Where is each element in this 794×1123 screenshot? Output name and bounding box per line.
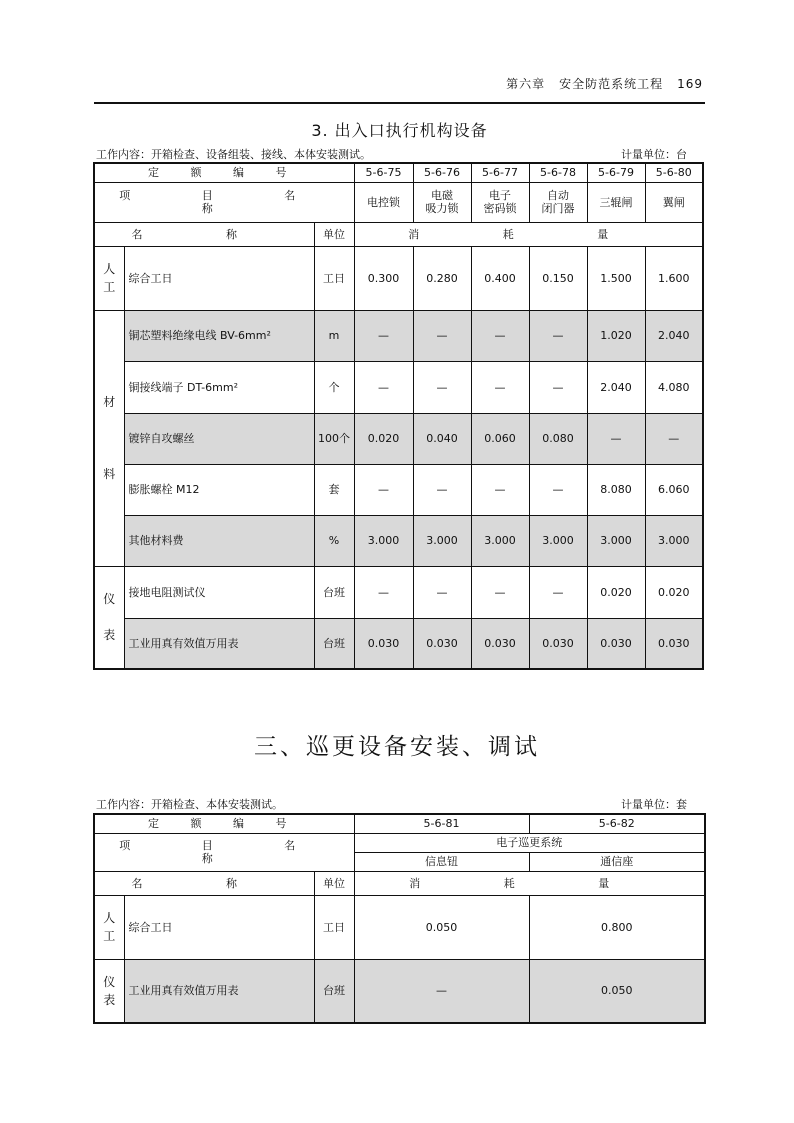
chapter-title: 安全防范系统工程 — [559, 77, 664, 91]
row-value: 2.040 — [587, 361, 645, 413]
row-value: — — [354, 310, 413, 361]
item-name: 通信座 — [529, 852, 705, 871]
quota-code: 5-6-79 — [587, 163, 645, 182]
section1-title: 3. 出入口执行机构设备 — [311, 121, 488, 140]
table-row — [94, 566, 703, 618]
item-group-row — [94, 833, 705, 852]
row-name: 铜接线端子 DT-6mm² — [124, 361, 314, 413]
item-name: 电子 密码锁 — [471, 182, 529, 222]
row-value: — — [354, 566, 413, 618]
row-value: 1.020 — [587, 310, 645, 361]
category-labor: 人 工 — [94, 246, 124, 310]
row-unit: 台班 — [314, 566, 354, 618]
item-name-label: 项 目 名 称 — [94, 182, 354, 222]
row-name: 接地电阻测试仪 — [124, 566, 314, 618]
column-header-row — [94, 222, 703, 246]
row-value: 0.020 — [587, 566, 645, 618]
quota-code: 5-6-81 — [354, 814, 529, 833]
table-row — [94, 895, 705, 959]
row-value: 3.000 — [413, 515, 471, 566]
row-value: 1.600 — [645, 246, 703, 310]
row-name: 膨胀螺栓 M12 — [124, 464, 314, 515]
item-name: 三辊闸 — [587, 182, 645, 222]
row-value: — — [529, 464, 587, 515]
quota-code: 5-6-75 — [354, 163, 413, 182]
row-value: 0.050 — [529, 959, 705, 1023]
section2-meta — [94, 796, 705, 812]
row-unit: 个 — [314, 361, 354, 413]
table-row — [94, 464, 703, 515]
quota-code-row — [94, 163, 703, 182]
row-value: — — [471, 464, 529, 515]
row-value: 0.400 — [471, 246, 529, 310]
row-value: — — [354, 959, 529, 1023]
row-unit: 工日 — [314, 895, 354, 959]
row-value: — — [354, 464, 413, 515]
row-value: 0.280 — [413, 246, 471, 310]
item-name: 电磁 吸力锁 — [413, 182, 471, 222]
row-value: 6.060 — [645, 464, 703, 515]
quota-code-label: 定 额 编 号 — [94, 163, 354, 182]
quota-code: 5-6-76 — [413, 163, 471, 182]
item-name: 自动 闭门器 — [529, 182, 587, 222]
row-unit: % — [314, 515, 354, 566]
quota-code: 5-6-78 — [529, 163, 587, 182]
row-name: 铜芯塑料绝缘电线 BV-6mm² — [124, 310, 314, 361]
row-name: 综合工日 — [124, 246, 314, 310]
row-value: — — [529, 361, 587, 413]
row-value: 0.030 — [529, 618, 587, 669]
row-unit: 工日 — [314, 246, 354, 310]
row-value: 0.150 — [529, 246, 587, 310]
item-name: 翼闸 — [645, 182, 703, 222]
row-value: — — [413, 464, 471, 515]
quota-code: 5-6-82 — [529, 814, 705, 833]
row-value: 0.030 — [413, 618, 471, 669]
quota-code-row — [94, 814, 705, 833]
quota-code-label: 定 额 编 号 — [94, 814, 354, 833]
row-value: 3.000 — [471, 515, 529, 566]
column-header-row — [94, 871, 705, 895]
row-value: 3.000 — [354, 515, 413, 566]
row-value: — — [529, 566, 587, 618]
quota-code: 5-6-80 — [645, 163, 703, 182]
consumption-header: 消 耗 量 — [354, 871, 705, 895]
row-value: 0.800 — [529, 895, 705, 959]
row-name: 其他材料费 — [124, 515, 314, 566]
row-unit: 台班 — [314, 959, 354, 1023]
section2-work-content: 工作内容：开箱检查、本体安装测试。 — [96, 798, 283, 811]
unit-header: 单位 — [314, 871, 354, 895]
row-value: 0.060 — [471, 413, 529, 464]
table-row — [94, 618, 703, 669]
chapter-label: 第六章 — [506, 77, 546, 91]
category-instrument: 仪 表 — [94, 959, 124, 1023]
row-value: 3.000 — [587, 515, 645, 566]
row-value: — — [413, 566, 471, 618]
quota-table-2 — [93, 813, 706, 1024]
unit-header: 单位 — [314, 222, 354, 246]
page-header — [94, 72, 705, 104]
row-value: 0.050 — [354, 895, 529, 959]
page-number: 169 — [677, 77, 703, 91]
item-name: 信息钮 — [354, 852, 529, 871]
consumption-header: 消 耗 量 — [354, 222, 703, 246]
category-labor: 人 工 — [94, 895, 124, 959]
row-value: 0.030 — [645, 618, 703, 669]
category-material: 材 料 — [94, 310, 124, 566]
row-value: 4.080 — [645, 361, 703, 413]
row-value: 8.080 — [587, 464, 645, 515]
row-value: — — [471, 566, 529, 618]
row-value: 2.040 — [645, 310, 703, 361]
item-name: 电控锁 — [354, 182, 413, 222]
row-value: 0.030 — [354, 618, 413, 669]
row-value: — — [413, 361, 471, 413]
row-value: — — [529, 310, 587, 361]
row-value: — — [471, 310, 529, 361]
item-name-label: 项 目 名 称 — [94, 833, 354, 871]
table-row — [94, 361, 703, 413]
name-header: 名 称 — [94, 222, 314, 246]
row-name: 工业用真有效值万用表 — [124, 618, 314, 669]
row-unit: 套 — [314, 464, 354, 515]
section2-unit: 计量单位：套 — [621, 798, 687, 811]
row-value: — — [354, 361, 413, 413]
section1-unit: 计量单位：台 — [621, 148, 687, 161]
table-row — [94, 310, 703, 361]
category-instrument: 仪 表 — [94, 566, 124, 669]
row-value: — — [413, 310, 471, 361]
row-name: 综合工日 — [124, 895, 314, 959]
row-value: — — [645, 413, 703, 464]
quota-table-1 — [93, 162, 704, 670]
table-row — [94, 515, 703, 566]
name-header: 名 称 — [94, 871, 314, 895]
table-row — [94, 413, 703, 464]
row-value: 0.030 — [471, 618, 529, 669]
row-value: — — [587, 413, 645, 464]
row-value: 0.030 — [587, 618, 645, 669]
row-value: 0.020 — [645, 566, 703, 618]
row-unit: m — [314, 310, 354, 361]
row-value: 3.000 — [529, 515, 587, 566]
section2-title: 三、巡更设备安装、调试 — [254, 734, 540, 760]
table-row — [94, 959, 705, 1023]
row-value: 1.500 — [587, 246, 645, 310]
row-value: 0.040 — [413, 413, 471, 464]
row-value: — — [471, 361, 529, 413]
row-name: 镀锌自攻螺丝 — [124, 413, 314, 464]
row-value: 0.080 — [529, 413, 587, 464]
item-name-row — [94, 182, 703, 222]
table-row — [94, 246, 703, 310]
row-unit: 台班 — [314, 618, 354, 669]
row-unit: 100个 — [314, 413, 354, 464]
row-value: 0.020 — [354, 413, 413, 464]
quota-code: 5-6-77 — [471, 163, 529, 182]
row-name: 工业用真有效值万用表 — [124, 959, 314, 1023]
row-value: 0.300 — [354, 246, 413, 310]
item-group: 电子巡更系统 — [354, 833, 705, 852]
section1-work-content: 工作内容：开箱检查、设备组装、接线、本体安装测试。 — [96, 148, 371, 161]
section1-meta — [94, 146, 705, 162]
row-value: 3.000 — [645, 515, 703, 566]
header-text — [492, 75, 703, 92]
